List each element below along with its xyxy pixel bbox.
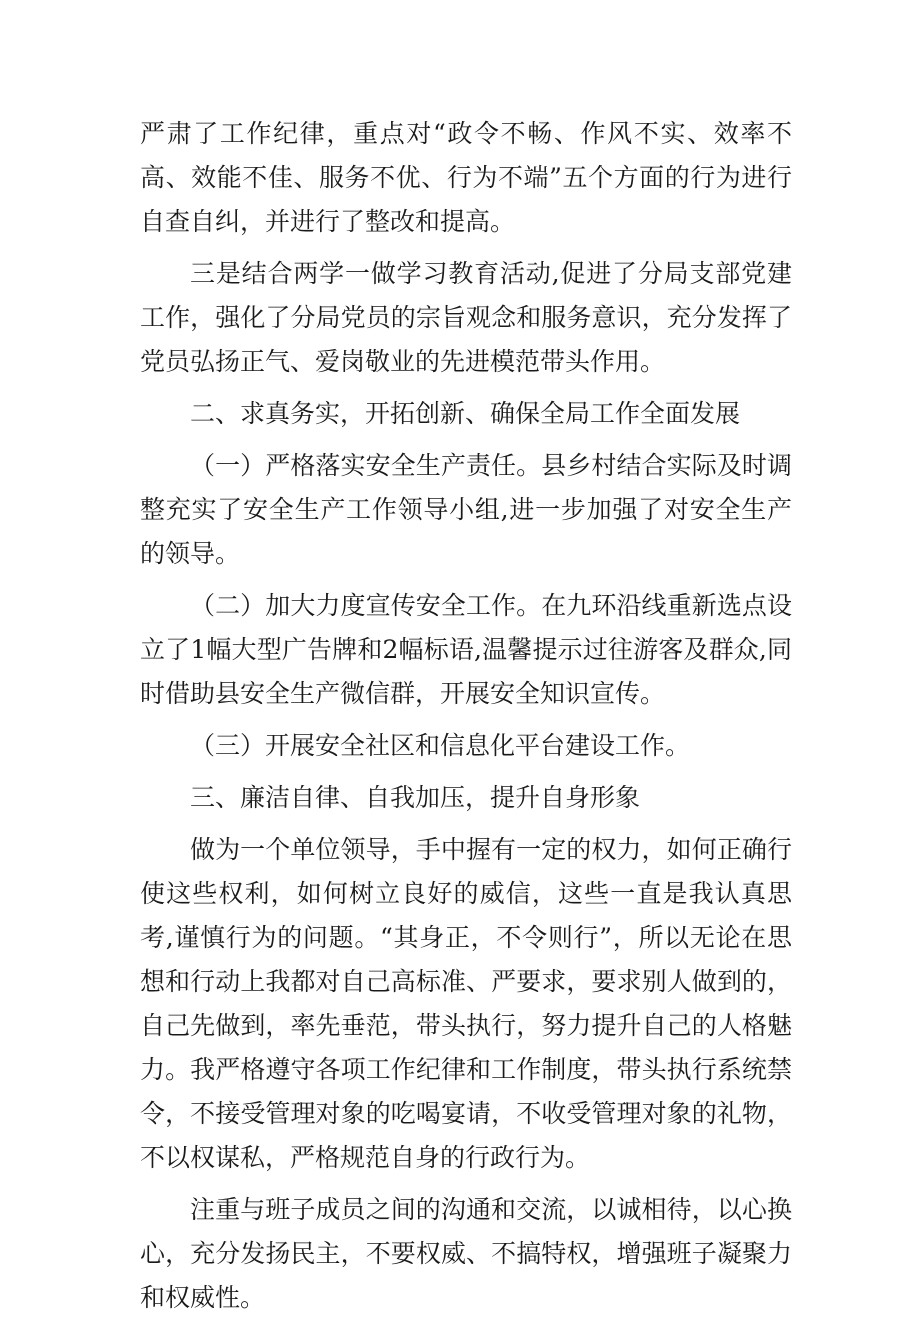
paragraph-party-building: 三是结合两学一做学习教育活动,促进了分局支部党建工作，强化了分局党员的宗旨观念和服务意识，充分发挥了党员弘扬正气、爱岗敬业的先进模范带头作用。 <box>140 259 792 376</box>
section-heading-3: 三、廉洁自律、自我加压，提升自身形象 <box>190 783 641 812</box>
section-heading-2: 二、求真务实，开拓创新、确保全局工作全面发展 <box>190 399 741 428</box>
document-body <box>140 112 792 1328</box>
paragraph-team-communication: 注重与班子成员之间的沟通和交流，以诚相待，以心换心，充分发扬民主，不要权威、不搞特权，增强班子凝聚力和权威性。 <box>140 1195 792 1312</box>
paragraph-integrity: 做为一个单位领导，手中握有一定的权力，如何正确行使这些权利，如何树立良好的威信，这些一直是我认真思考,谨慎行为的问题。“其身正，不令则行”，所以无论在思想和行动上我都对自己高标准、严要求，要求别人做到的，自己先做到，率先垂范，带头执行，努力提升自己的人格魅力。我严格遵守各项工作纪律和工作制度，带头执行系统禁令，不接受管理对象的吃喝宴请，不收受管理对象的礼物，不以权谋私，严格规范自身的行政行为。 <box>140 835 792 1172</box>
paragraph-discipline: 严肃了工作纪律，重点对“政令不畅、作风不实、效率不高、效能不佳、服务不优、行为不端”五个方面的行为进行自查自纠，并进行了整改和提高。 <box>140 119 792 236</box>
paragraph-item-3: （三）开展安全社区和信息化平台建设工作。 <box>190 731 691 760</box>
paragraph-item-2: （二）加大力度宣传安全工作。在九环沿线重新选点设立了1幅大型广告牌和2幅标语,温馨提示过往游客及群众,同时借助县安全生产微信群，开展安全知识宣传。 <box>140 591 792 708</box>
paragraph-item-1: （一）严格落实安全生产责任。县乡村结合实际及时调整充实了安全生产工作领导小组,进一步加强了对安全生产的领导。 <box>140 451 792 568</box>
